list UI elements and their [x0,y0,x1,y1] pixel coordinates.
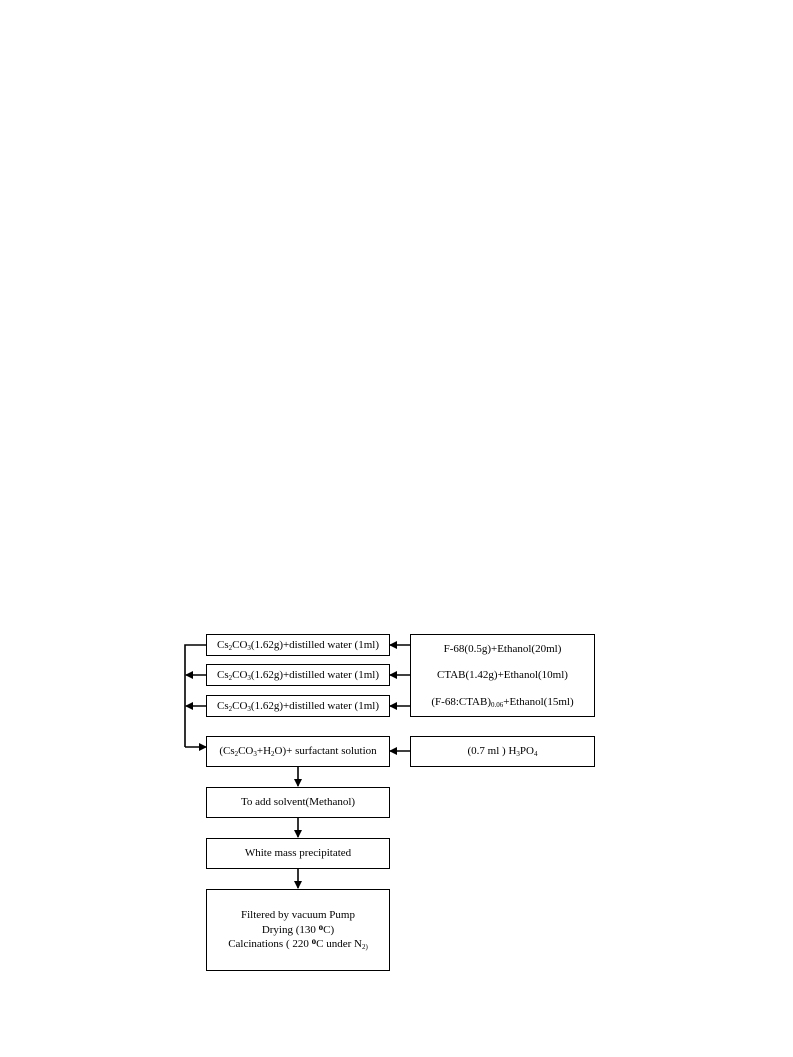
final-line-drying: Drying (130 $^o$C) [261,921,335,936]
cs2co3-box-3 [206,695,390,717]
acid-box-text: (0.7 ml ) $H_3PO_4$ [467,745,538,759]
surfactant-box [410,634,595,717]
precipitate-step-text: White mass precipitated [244,847,352,860]
collector-line [185,645,206,747]
final-step-text [228,908,368,953]
mix-box [206,736,390,767]
cs2co3-box-1 [206,634,390,656]
cs2co3-box-2-text: $Cs_2CO_3(1.62g)+distilled$ water (1ml) [217,668,379,682]
cs2co3-box-2 [206,664,390,686]
surfactant-ctab: CTAB(1.42g)+Ethanol(10ml) [437,669,568,681]
solvent-step-text: To add solvent(Methanol) [240,796,356,809]
acid-box [410,736,595,767]
final-line-calcination: Calcinations ( 220 $^o$C under $N_{2)}$ [228,936,368,952]
final-step-box [206,889,390,971]
solvent-step-box [206,787,390,818]
precipitate-step-box [206,838,390,869]
cs2co3-box-1-text: $Cs_2CO_3(1.62g)+distilled$ water (1ml) [217,638,379,652]
mix-box-text: $(Cs_2CO_3+H_2O)+$ surfactant solution [219,745,377,759]
surfactant-f68: F-68(0.5g)+Ethanol(20ml) [443,643,562,655]
final-line-filter: Filtered by vacuum Pump [241,908,355,921]
surfactant-mixed: $(F-68:CTAB)_{0.06}+Ethanol(15ml)$ [431,696,574,709]
cs2co3-box-3-text: $Cs_2CO_3(1.62g)+distilled$ water (1ml) [217,699,379,713]
